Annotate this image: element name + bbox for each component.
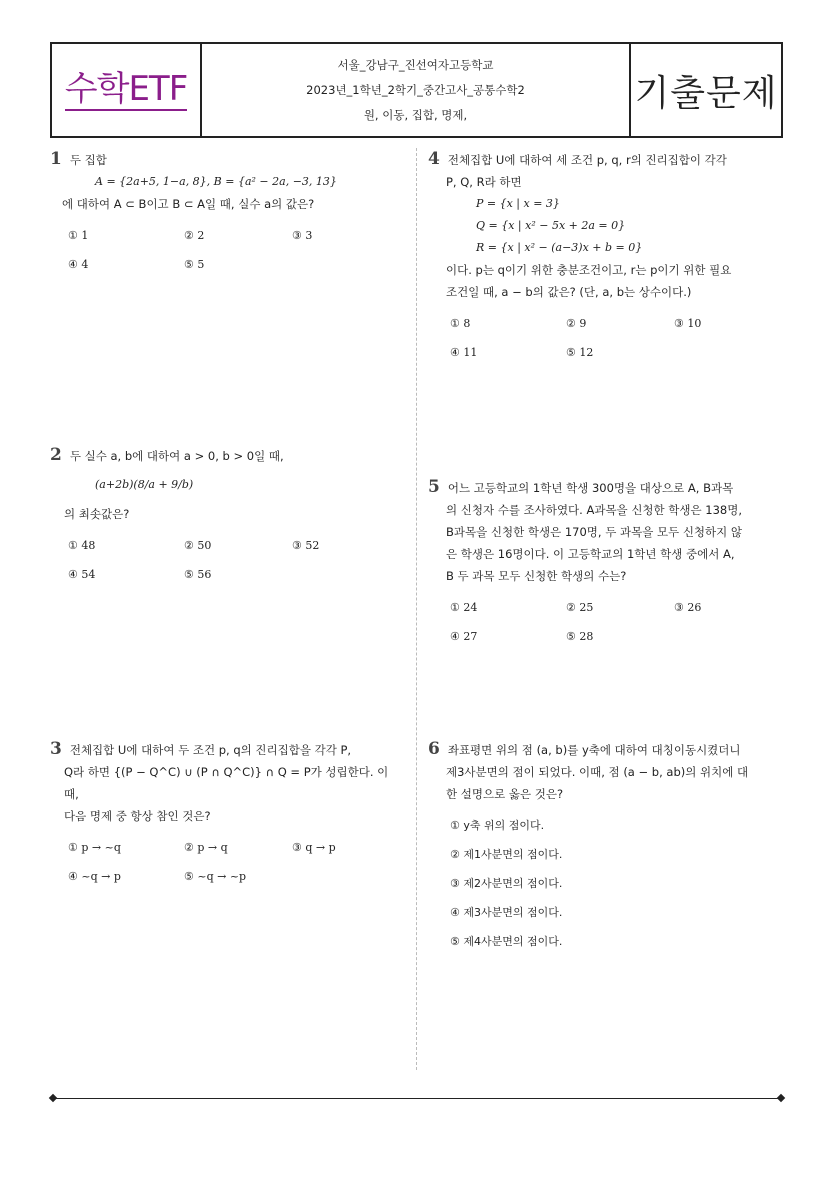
choices (428, 811, 788, 956)
question-3 (50, 738, 400, 891)
choice-5[interactable]: ⑤ 제4사분면의 점이다. (450, 935, 563, 948)
question-text: 은 학생은 16명이다. 이 고등학교의 1학년 학생 중에서 A, (446, 547, 735, 561)
choice-4[interactable]: ④ 11 (450, 346, 478, 359)
choice-2[interactable]: ② 2 (184, 229, 205, 242)
choice-5[interactable]: ⑤ ~q → ~p (184, 870, 247, 883)
choices (428, 593, 788, 651)
choice-5[interactable]: ⑤ 5 (184, 258, 205, 271)
question-text: 한 설명으로 옳은 것은? (446, 787, 564, 801)
question-number: 5 (428, 477, 440, 497)
question-1 (50, 148, 400, 279)
choice-2[interactable]: ② 제1사분면의 점이다. (450, 848, 563, 861)
question-formula: A = {2a+5, 1−a, 8}, B = {a² − 2a, −3, 13} (95, 175, 337, 188)
choice-3[interactable]: ③ 제2사분면의 점이다. (450, 877, 563, 890)
question-text: B 두 과목 모두 신청한 학생의 수는? (446, 569, 627, 583)
choice-4[interactable]: ④ 4 (68, 258, 89, 271)
page-header (50, 42, 783, 138)
logo (52, 44, 202, 136)
choice-2[interactable]: ② 50 (184, 539, 212, 552)
choice-4[interactable]: ④ 54 (68, 568, 96, 581)
question-4 (428, 148, 788, 367)
question-text: 의 최솟값은? (64, 507, 130, 521)
question-number: 3 (50, 739, 62, 759)
question-formula: Q = {x | x² − 5x + 2a = 0} (476, 219, 626, 232)
choice-1[interactable]: ① 48 (68, 539, 96, 552)
question-text: 전체집합 U에 대하여 두 조건 p, q의 진리집합을 각각 P, (69, 743, 352, 757)
choice-2[interactable]: ② p → q (184, 841, 228, 854)
question-text: 전체집합 U에 대하여 세 조건 p, q, r의 진리집합이 각각 (447, 153, 727, 167)
question-2 (50, 444, 400, 589)
question-text: 두 실수 a, b에 대하여 a > 0, b > 0일 때, (69, 449, 284, 463)
choice-3[interactable]: ③ 10 (674, 317, 702, 330)
question-text: 두 집합 (69, 153, 107, 167)
question-text: 어느 고등학교의 1학년 학생 300명을 대상으로 A, B과목 (447, 481, 734, 495)
column-divider (416, 148, 417, 1070)
footer-diamond-left (49, 1094, 57, 1102)
choice-3[interactable]: ③ 3 (292, 229, 313, 242)
question-formula: P = {x | x = 3} (476, 197, 560, 210)
question-6 (428, 738, 788, 956)
choices (50, 531, 400, 589)
question-number: 1 (50, 149, 62, 169)
choice-2[interactable]: ② 9 (566, 317, 587, 330)
footer-diamond-right (777, 1094, 785, 1102)
question-number: 6 (428, 739, 440, 759)
choices (428, 309, 788, 367)
choice-3[interactable]: ③ 52 (292, 539, 320, 552)
question-5 (428, 476, 788, 651)
question-text: 제3사분면의 점이 되었다. 이때, 점 (a − b, ab)의 위치에 대 (446, 765, 749, 779)
choice-4[interactable]: ④ 27 (450, 630, 478, 643)
question-formula: (a+2b)(8/a + 9/b) (95, 478, 194, 491)
question-text: Q라 하면 {(P − Q^C) ∪ (P ∩ Q^C)} ∩ Q = P가 성립한다. 이때, (64, 765, 389, 801)
question-text: 이다. p는 q이기 위한 충분조건이고, r는 p이기 위한 필요 (446, 263, 732, 277)
choice-5[interactable]: ⑤ 56 (184, 568, 212, 581)
question-text: B과목을 신청한 학생은 170명, 두 과목을 모두 신청하지 않 (446, 525, 743, 539)
question-number: 2 (50, 445, 62, 465)
question-text: P, Q, R라 하면 (446, 175, 522, 189)
question-text: 의 신청자 수를 조사하였다. A과목을 신청한 학생은 138명, (446, 503, 743, 517)
choices (50, 221, 400, 279)
question-text: 다음 명제 중 항상 참인 것은? (64, 809, 211, 823)
choice-3[interactable]: ③ 26 (674, 601, 702, 614)
question-formula: R = {x | x² − (a−3)x + b = 0} (476, 241, 643, 254)
choice-3[interactable]: ③ q → p (292, 841, 336, 854)
logo-text: 수학ETF (64, 69, 188, 109)
choice-1[interactable]: ① 1 (68, 229, 89, 242)
school-name: 서울_강남구_진선여자고등학교 (337, 57, 494, 72)
header-label: 기출문제 (634, 72, 778, 114)
exam-name: 2023년_1학년_2학기_중간고사_공통수학2 (306, 82, 525, 97)
question-number: 4 (428, 149, 440, 169)
choice-4[interactable]: ④ 제3사분면의 점이다. (450, 906, 563, 919)
choices (50, 833, 400, 891)
choice-1[interactable]: ① 8 (450, 317, 471, 330)
choice-4[interactable]: ④ ~q → p (68, 870, 121, 883)
footer-line (52, 1098, 781, 1099)
question-text: 좌표평면 위의 점 (a, b)를 y축에 대하여 대칭이동시켰더니 (447, 743, 741, 757)
choice-2[interactable]: ② 25 (566, 601, 594, 614)
choice-1[interactable]: ① p → ~q (68, 841, 121, 854)
choice-5[interactable]: ⑤ 28 (566, 630, 594, 643)
choice-5[interactable]: ⑤ 12 (566, 346, 594, 359)
question-text: 에 대하여 A ⊂ B이고 B ⊂ A일 때, 실수 a의 값은? (62, 197, 315, 211)
exam-info (202, 44, 631, 136)
choice-1[interactable]: ① y축 위의 점이다. (450, 819, 545, 832)
choice-1[interactable]: ① 24 (450, 601, 478, 614)
question-text: 조건일 때, a − b의 값은? (단, a, b는 상수이다.) (446, 285, 692, 299)
topics: 원, 이동, 집합, 명제, (363, 108, 468, 123)
